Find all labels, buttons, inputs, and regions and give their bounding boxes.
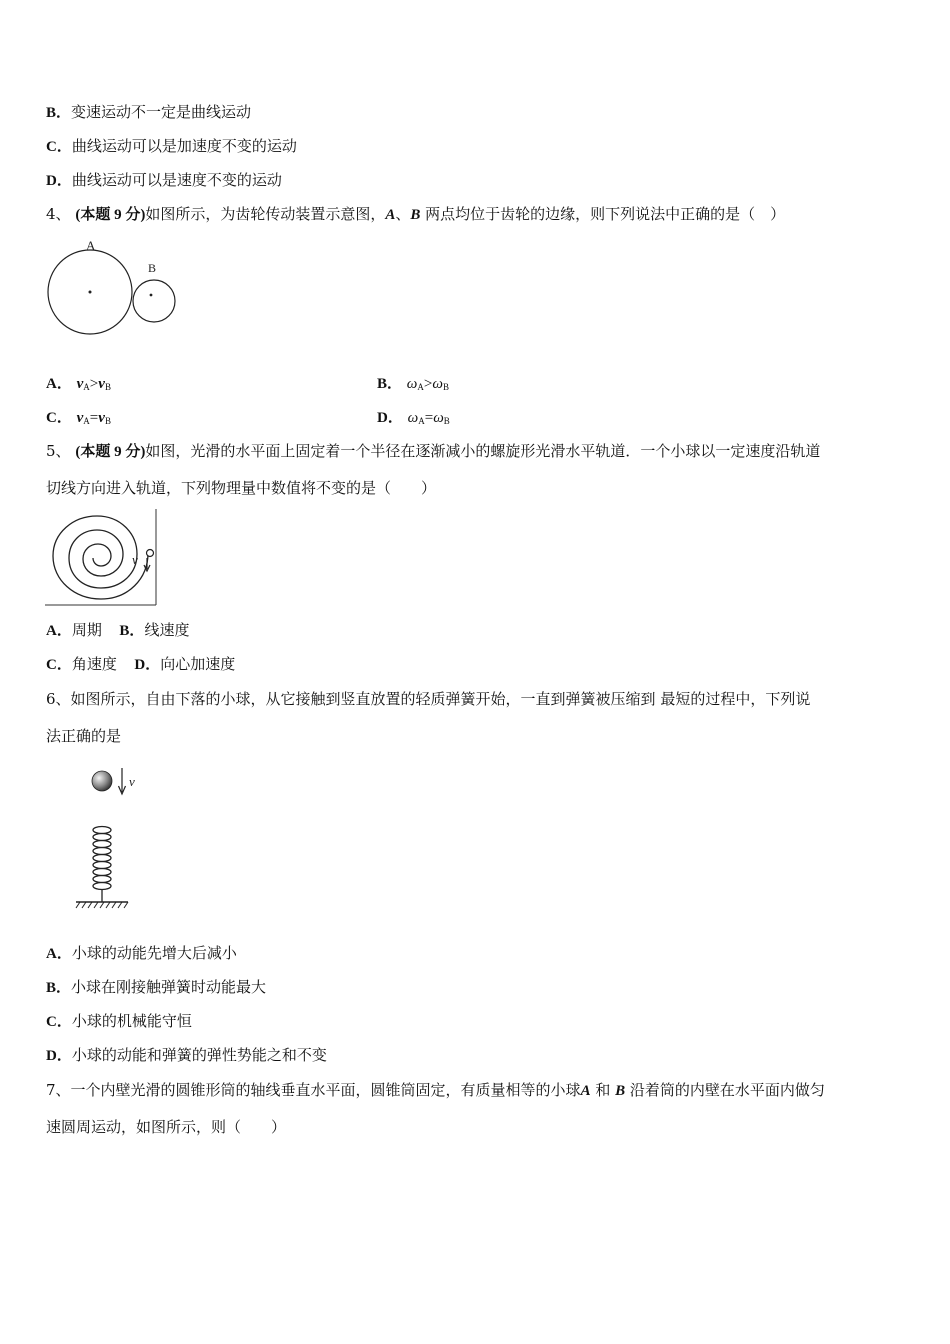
subscript: A bbox=[83, 382, 90, 392]
point-b: B bbox=[410, 207, 421, 223]
q6-option-d bbox=[46, 1045, 327, 1066]
stem-text: 两点均位于齿轮的边缘，则下列说法中正确的是（ ） bbox=[420, 205, 786, 223]
option-label: B． bbox=[46, 980, 72, 996]
option-label: A． bbox=[46, 376, 72, 392]
operator: > bbox=[423, 376, 433, 392]
q5-stem-line1 bbox=[46, 441, 820, 462]
ground-hatch bbox=[76, 902, 128, 908]
option-text: 角速度 bbox=[71, 655, 117, 673]
option-label: A． bbox=[46, 623, 72, 639]
option-text: 线速度 bbox=[144, 621, 190, 639]
falling-ball bbox=[92, 771, 112, 791]
option-text: 曲线运动可以是速度不变的运动 bbox=[71, 171, 282, 189]
option-label: D． bbox=[46, 1048, 72, 1064]
symbol: ω bbox=[432, 376, 443, 392]
option-label: D． bbox=[134, 657, 161, 673]
operator: = bbox=[89, 410, 99, 426]
option-label: A． bbox=[46, 946, 72, 962]
q4-stem bbox=[46, 204, 785, 225]
q6-stem-line1: 6、如图所示，自由下落的小球，从它接触到竖直放置的轻质弹簧开始，一直到弹簧被压缩到 最短的过程中，下列说 bbox=[46, 690, 811, 708]
stem-text: 沿着筒的内壁在水平面内做匀 bbox=[625, 1081, 825, 1099]
stem-text: 如图所示，为齿轮传动装置示意图， bbox=[145, 205, 386, 223]
subscript: A bbox=[418, 416, 425, 426]
option-formula bbox=[77, 376, 111, 392]
stem-text: 7、一个内壁光滑的圆锥形筒的轴线垂直水平面，圆锥筒固定，有质量相等的小球 bbox=[46, 1081, 581, 1099]
ball-a: A bbox=[580, 1083, 591, 1099]
ball-b: B bbox=[615, 1083, 626, 1099]
option-text: 小球的动能和弹簧的弹性势能之和不变 bbox=[71, 1046, 327, 1064]
subscript: B bbox=[442, 382, 449, 392]
separator: 、 bbox=[395, 205, 411, 223]
option-text: 小球在刚接触弹簧时动能最大 bbox=[71, 978, 267, 996]
symbol: v bbox=[76, 410, 84, 426]
gear-b-circle bbox=[133, 280, 175, 322]
option-label: B． bbox=[46, 105, 72, 121]
q5-options-cd bbox=[46, 654, 235, 675]
q4-option-a bbox=[46, 373, 111, 397]
spring-coil bbox=[93, 827, 111, 903]
stem-text: 如图，光滑的水平面上固定着一个半径在逐渐减小的螺旋形光滑水平轨道．一个小球以一定速度沿轨道 bbox=[145, 442, 821, 460]
q6-stem-line2: 法正确的是 bbox=[46, 727, 122, 745]
gear-a-center bbox=[89, 291, 92, 294]
operator: = bbox=[424, 410, 434, 426]
option-text: 变速运动不一定是曲线运动 bbox=[71, 103, 252, 121]
option-text: 向心加速度 bbox=[160, 655, 236, 673]
symbol: v bbox=[98, 410, 105, 426]
ball bbox=[147, 550, 154, 557]
conjunction: 和 bbox=[590, 1081, 616, 1099]
subscript: B bbox=[104, 382, 111, 392]
subscript: B bbox=[104, 416, 111, 426]
q5-stem-line2: 切线方向进入轨道，下列物理量中数值将不变的是（ ） bbox=[46, 479, 437, 497]
gear-diagram bbox=[44, 234, 184, 346]
option-text: 周期 bbox=[71, 621, 102, 639]
question-header: (本题 9 分) bbox=[75, 444, 146, 460]
q6-option-a bbox=[46, 943, 237, 964]
option-formula bbox=[408, 410, 450, 426]
velocity-label: v bbox=[129, 774, 135, 789]
option-label: C． bbox=[46, 410, 72, 426]
gear-b-center bbox=[150, 294, 153, 297]
option-text: 曲线运动可以是加速度不变的运动 bbox=[71, 137, 297, 155]
subscript: A bbox=[417, 382, 424, 392]
q6-option-b bbox=[46, 977, 266, 998]
subscript: B bbox=[443, 416, 450, 426]
q7-stem-line1 bbox=[46, 1080, 825, 1101]
gear-b-label: B bbox=[148, 261, 157, 275]
q4-option-d bbox=[377, 407, 450, 431]
q3-option-d bbox=[46, 170, 282, 191]
option-label: C． bbox=[46, 139, 72, 155]
point-a: A bbox=[385, 207, 396, 223]
question-number: 4、 bbox=[46, 205, 71, 223]
velocity-label: v bbox=[132, 552, 138, 567]
option-label: B． bbox=[119, 623, 145, 639]
option-formula bbox=[77, 410, 111, 426]
q3-option-c bbox=[46, 136, 297, 157]
question-header: (本题 9 分) bbox=[75, 207, 146, 223]
symbol: ω bbox=[407, 410, 419, 426]
option-label: B． bbox=[377, 376, 403, 392]
q3-option-b bbox=[46, 102, 251, 123]
gear-a-label: A bbox=[86, 238, 96, 253]
option-formula bbox=[407, 376, 449, 392]
q5-options-ab bbox=[46, 620, 189, 641]
symbol: ω bbox=[433, 410, 444, 426]
spiral-track-diagram bbox=[44, 507, 160, 607]
symbol: v bbox=[76, 376, 84, 392]
option-text: 小球的动能先增大后减小 bbox=[71, 944, 237, 962]
option-label: D． bbox=[377, 410, 403, 426]
option-text: 小球的机械能守恒 bbox=[71, 1012, 192, 1030]
symbol: ω bbox=[406, 376, 418, 392]
q7-stem-line2: 速圆周运动，如图所示，则（ ） bbox=[46, 1118, 287, 1136]
q4-option-b bbox=[377, 373, 449, 397]
option-label: C． bbox=[46, 1014, 72, 1030]
spring-diagram bbox=[74, 764, 144, 912]
question-number: 5、 bbox=[46, 442, 71, 460]
q6-option-c bbox=[46, 1011, 192, 1032]
subscript: A bbox=[83, 416, 90, 426]
q4-option-c bbox=[46, 407, 111, 431]
operator: > bbox=[89, 376, 99, 392]
option-label: C． bbox=[46, 657, 72, 673]
option-label: D． bbox=[46, 173, 72, 189]
symbol: v bbox=[98, 376, 105, 392]
